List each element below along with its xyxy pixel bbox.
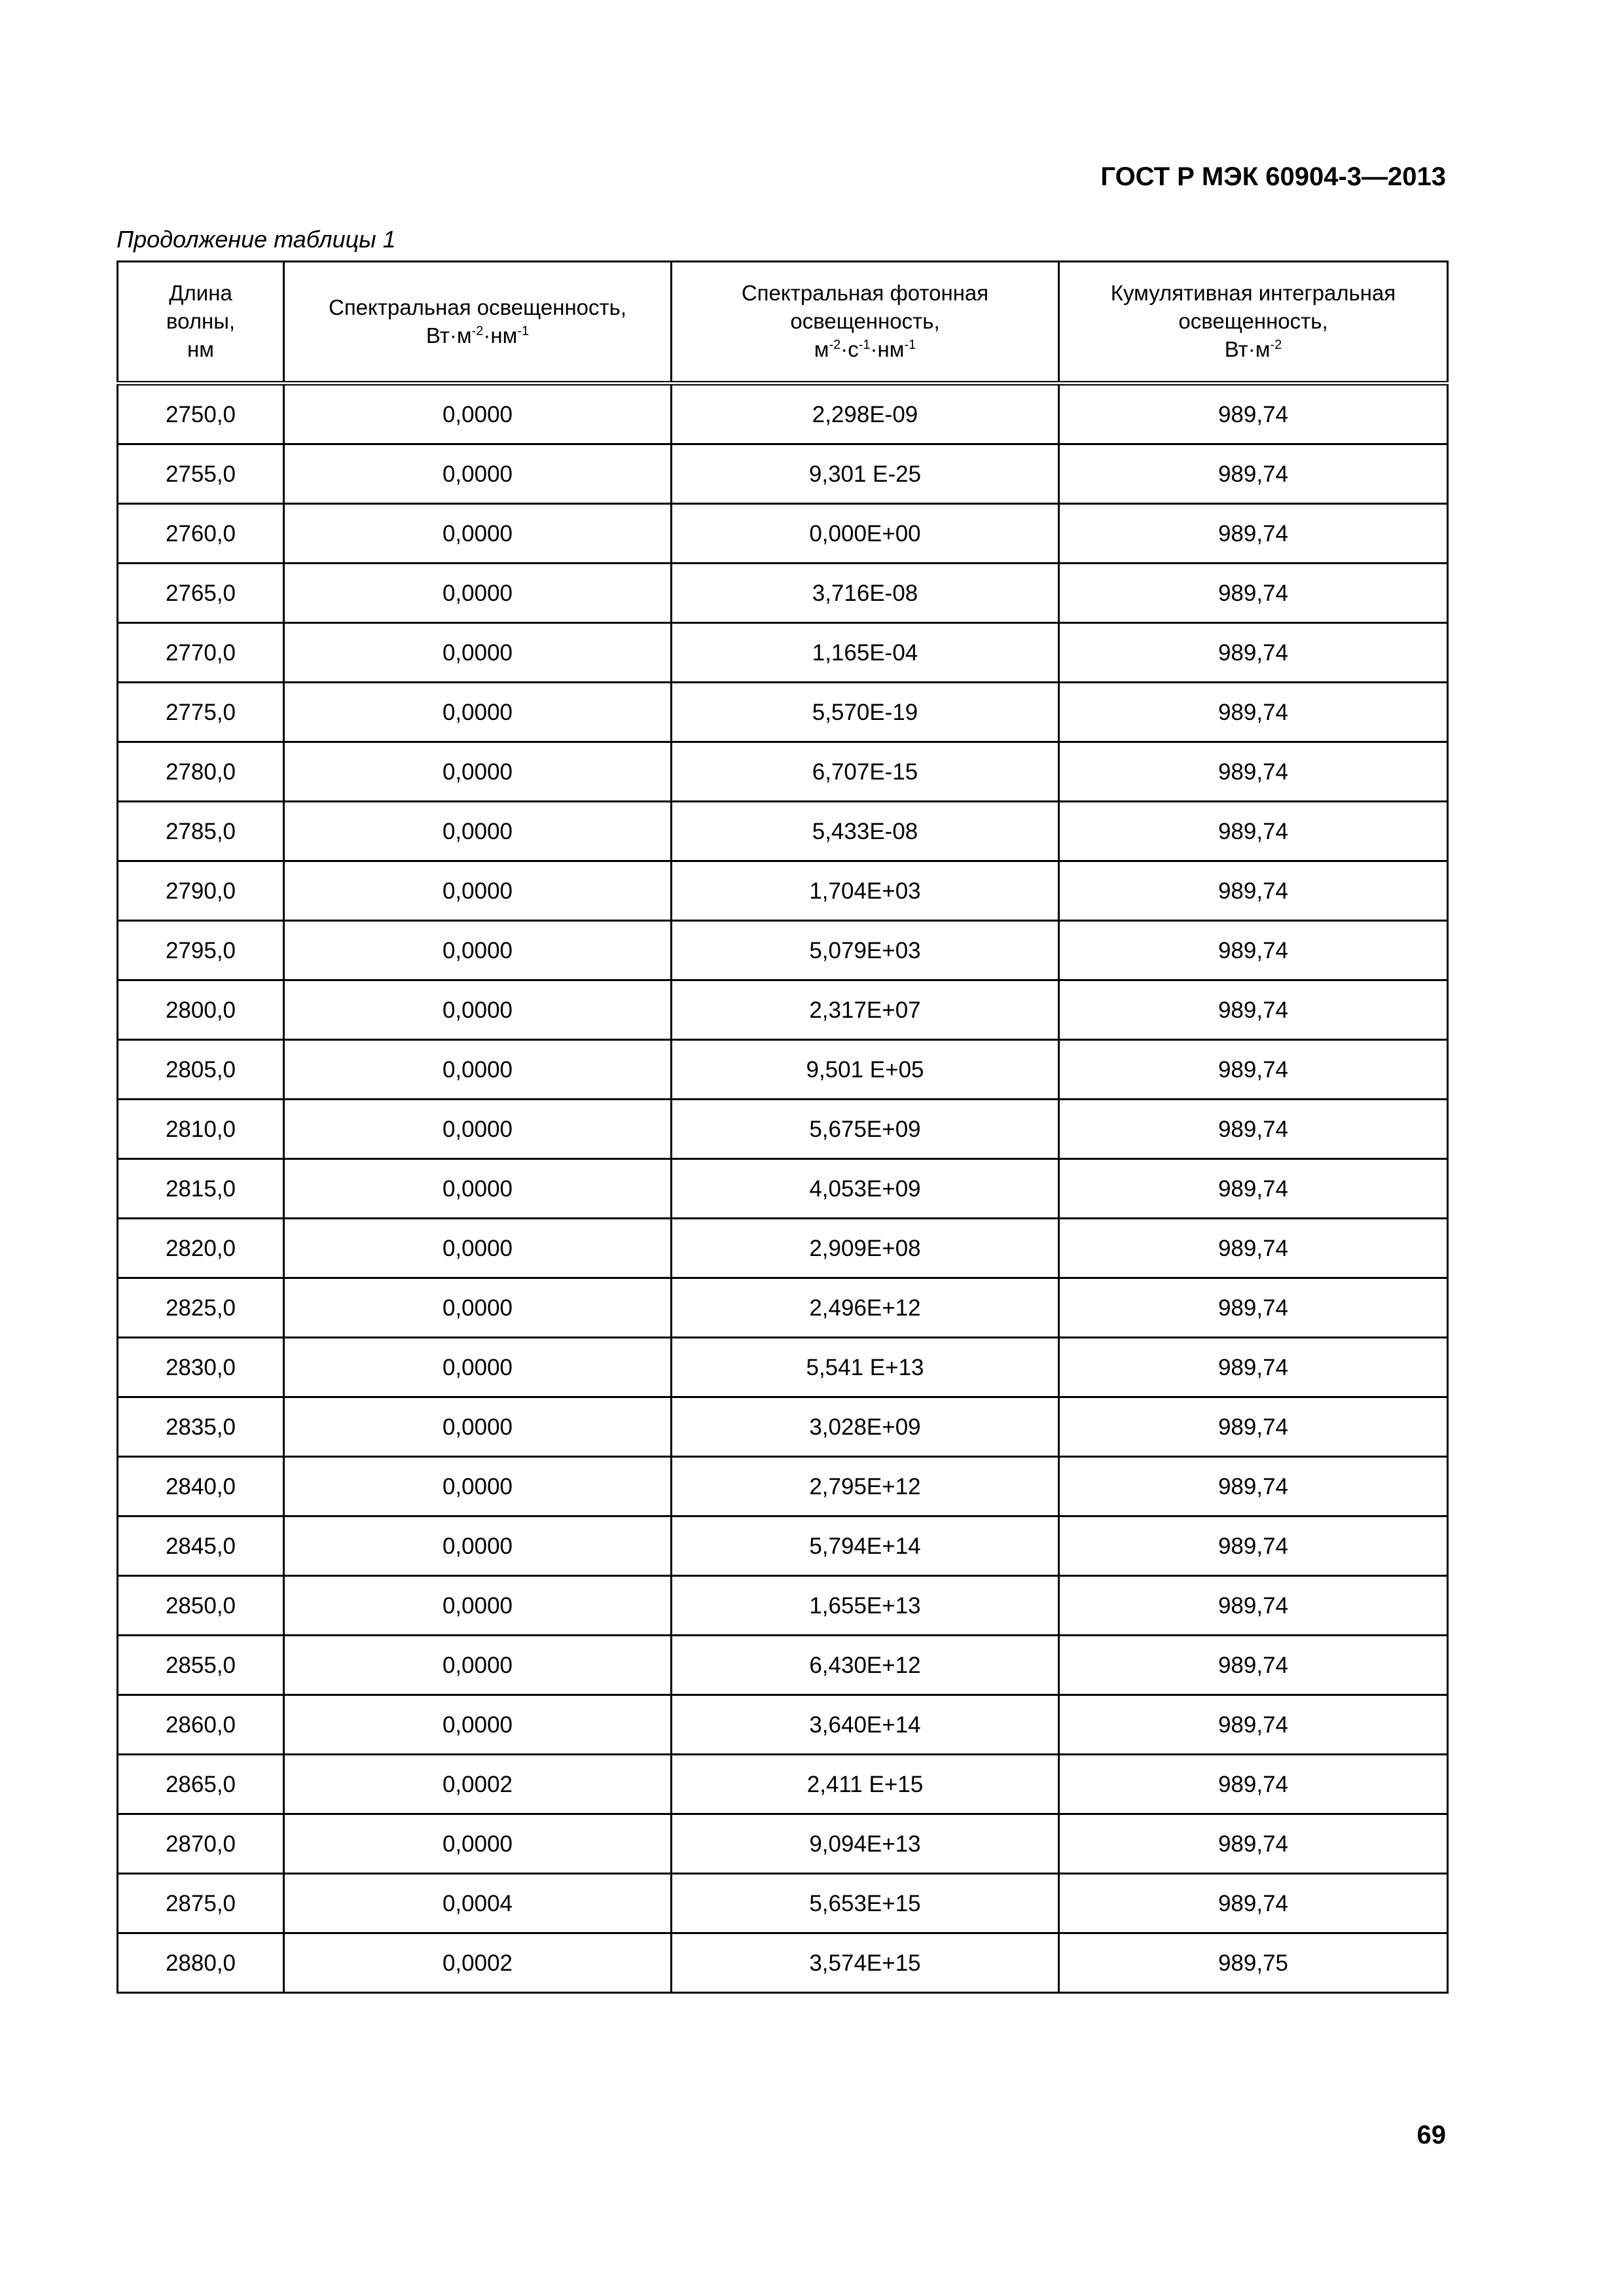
cell-spectral-irradiance: 0,0000 (284, 980, 672, 1040)
cell-cumulative-irradiance: 989,74 (1059, 1755, 1448, 1814)
header-cumulative-irradiance (1059, 262, 1448, 384)
cell-spectral-irradiance: 0,0000 (284, 1397, 672, 1457)
table-row (118, 980, 1448, 1040)
cell-spectral-irradiance: 0,0000 (284, 1040, 672, 1100)
header-wavelength-line3: нм (187, 336, 214, 361)
header-spectral-irradiance-line1: Спектральная освещенность, (328, 295, 627, 319)
cell-photon-irradiance: 3,028E+09 (672, 1397, 1059, 1457)
cell-photon-irradiance: 5,653E+15 (672, 1874, 1059, 1933)
cell-cumulative-irradiance: 989,74 (1059, 623, 1448, 683)
cell-wavelength: 2860,0 (118, 1695, 284, 1755)
cell-spectral-irradiance: 0,0000 (284, 1457, 672, 1516)
cell-cumulative-irradiance: 989,74 (1059, 921, 1448, 980)
cell-wavelength: 2835,0 (118, 1397, 284, 1457)
cell-photon-irradiance: 3,574E+15 (672, 1933, 1059, 1993)
cell-wavelength: 2770,0 (118, 623, 284, 683)
cell-cumulative-irradiance: 989,74 (1059, 384, 1448, 444)
cell-photon-irradiance: 6,430E+12 (672, 1636, 1059, 1695)
cell-wavelength: 2785,0 (118, 802, 284, 861)
cell-spectral-irradiance: 0,0000 (284, 1219, 672, 1278)
cell-photon-irradiance: 2,496E+12 (672, 1278, 1059, 1338)
cell-spectral-irradiance: 0,0002 (284, 1933, 672, 1993)
table-row (118, 1397, 1448, 1457)
cell-photon-irradiance: 5,541 E+13 (672, 1338, 1059, 1397)
cell-photon-irradiance: 5,794E+14 (672, 1516, 1059, 1576)
cell-spectral-irradiance: 0,0000 (284, 802, 672, 861)
cell-wavelength: 2775,0 (118, 683, 284, 742)
cell-cumulative-irradiance: 989,74 (1059, 1397, 1448, 1457)
table-row (118, 1159, 1448, 1219)
cell-cumulative-irradiance: 989,74 (1059, 683, 1448, 742)
table-row (118, 683, 1448, 742)
cell-cumulative-irradiance: 989,74 (1059, 564, 1448, 623)
cell-wavelength: 2875,0 (118, 1874, 284, 1933)
cell-cumulative-irradiance: 989,74 (1059, 1874, 1448, 1933)
cell-cumulative-irradiance: 989,74 (1059, 742, 1448, 802)
table-row (118, 742, 1448, 802)
cell-spectral-irradiance: 0,0004 (284, 1874, 672, 1933)
cell-photon-irradiance: 2,795E+12 (672, 1457, 1059, 1516)
cell-spectral-irradiance: 0,0000 (284, 742, 672, 802)
cell-cumulative-irradiance: 989,74 (1059, 1219, 1448, 1278)
cell-spectral-irradiance: 0,0000 (284, 1278, 672, 1338)
cell-wavelength: 2800,0 (118, 980, 284, 1040)
cell-cumulative-irradiance: 989,74 (1059, 1636, 1448, 1695)
table-caption: Продолжение таблицы 1 (117, 226, 396, 253)
cell-wavelength: 2755,0 (118, 444, 284, 504)
cell-photon-irradiance: 5,675E+09 (672, 1100, 1059, 1159)
cell-wavelength: 2880,0 (118, 1933, 284, 1993)
cell-photon-irradiance: 2,411 E+15 (672, 1755, 1059, 1814)
header-wavelength (118, 262, 284, 384)
cell-wavelength: 2840,0 (118, 1457, 284, 1516)
header-spectral-irradiance-unit: $Вт\cdot м^{-2}\cdot нм^{-1}$ (425, 323, 530, 348)
cell-wavelength: 2820,0 (118, 1219, 284, 1278)
header-wavelength-line2: волны, (166, 309, 236, 334)
table-row (118, 1814, 1448, 1874)
table-row (118, 444, 1448, 504)
table-row (118, 1338, 1448, 1397)
cell-cumulative-irradiance: 989,74 (1059, 802, 1448, 861)
cell-wavelength: 2765,0 (118, 564, 284, 623)
cell-wavelength: 2805,0 (118, 1040, 284, 1100)
table-row (118, 1874, 1448, 1933)
cell-spectral-irradiance: 0,0000 (284, 1576, 672, 1636)
header-spectral-irradiance (284, 262, 672, 384)
cell-spectral-irradiance: 0,0000 (284, 623, 672, 683)
cell-cumulative-irradiance: 989,74 (1059, 444, 1448, 504)
cell-wavelength: 2825,0 (118, 1278, 284, 1338)
cell-spectral-irradiance: 0,0000 (284, 564, 672, 623)
cell-photon-irradiance: 1,704E+03 (672, 861, 1059, 921)
table-row (118, 1695, 1448, 1755)
table-row (118, 1516, 1448, 1576)
cell-cumulative-irradiance: 989,74 (1059, 980, 1448, 1040)
cell-spectral-irradiance: 0,0000 (284, 1636, 672, 1695)
cell-wavelength: 2780,0 (118, 742, 284, 802)
cell-spectral-irradiance: 0,0000 (284, 861, 672, 921)
header-wavelength-line1: Длина (169, 281, 232, 306)
cell-cumulative-irradiance: 989,74 (1059, 1278, 1448, 1338)
table-row (118, 623, 1448, 683)
cell-spectral-irradiance: 0,0000 (284, 444, 672, 504)
cell-cumulative-irradiance: 989,74 (1059, 504, 1448, 564)
cell-spectral-irradiance: 0,0000 (284, 1338, 672, 1397)
cell-spectral-irradiance: 0,0000 (284, 683, 672, 742)
cell-photon-irradiance: 2,317E+07 (672, 980, 1059, 1040)
spectral-data-table (117, 260, 1449, 1994)
cell-photon-irradiance: 2,298E-09 (672, 384, 1059, 444)
cell-wavelength: 2760,0 (118, 504, 284, 564)
cell-photon-irradiance: 1,165E-04 (672, 623, 1059, 683)
page-number: 69 (1416, 2121, 1446, 2149)
table-header-row (118, 262, 1448, 384)
cell-spectral-irradiance: 0,0000 (284, 504, 672, 564)
cell-photon-irradiance: 5,079E+03 (672, 921, 1059, 980)
cell-photon-irradiance: 4,053E+09 (672, 1159, 1059, 1219)
table-row (118, 861, 1448, 921)
table-row (118, 1576, 1448, 1636)
cell-cumulative-irradiance: 989,74 (1059, 1576, 1448, 1636)
table-row (118, 1755, 1448, 1814)
document-code: ГОСТ Р МЭК 60904-3—2013 (1100, 162, 1446, 191)
cell-photon-irradiance: 9,094E+13 (672, 1814, 1059, 1874)
table-row (118, 384, 1448, 444)
cell-photon-irradiance: 1,655E+13 (672, 1576, 1059, 1636)
cell-photon-irradiance: 2,909E+08 (672, 1219, 1059, 1278)
cell-cumulative-irradiance: 989,75 (1059, 1933, 1448, 1993)
table-row (118, 1933, 1448, 1993)
cell-wavelength: 2870,0 (118, 1814, 284, 1874)
cell-cumulative-irradiance: 989,74 (1059, 1100, 1448, 1159)
cell-wavelength: 2855,0 (118, 1636, 284, 1695)
header-cumulative-line1: Кумулятивная интегральная (1110, 281, 1396, 306)
table-row (118, 504, 1448, 564)
cell-photon-irradiance: 3,640E+14 (672, 1695, 1059, 1755)
table-row (118, 1100, 1448, 1159)
cell-spectral-irradiance: 0,0000 (284, 1100, 672, 1159)
header-photon-irradiance (672, 262, 1059, 384)
cell-photon-irradiance: 5,433E-08 (672, 802, 1059, 861)
table-row (118, 1278, 1448, 1338)
cell-photon-irradiance: 9,501 E+05 (672, 1040, 1059, 1100)
cell-spectral-irradiance: 0,0000 (284, 1159, 672, 1219)
cell-spectral-irradiance: 0,0000 (284, 1516, 672, 1576)
cell-wavelength: 2845,0 (118, 1516, 284, 1576)
header-photon-irradiance-line1: Спектральная фотонная (741, 281, 989, 306)
cell-photon-irradiance: 9,301 E-25 (672, 444, 1059, 504)
cell-cumulative-irradiance: 989,74 (1059, 861, 1448, 921)
cell-wavelength: 2815,0 (118, 1159, 284, 1219)
cell-spectral-irradiance: 0,0000 (284, 1814, 672, 1874)
header-cumulative-unit: $Вт\cdot м^{-2}$ (1224, 336, 1282, 361)
cell-wavelength: 2810,0 (118, 1100, 284, 1159)
cell-spectral-irradiance: 0,0000 (284, 1695, 672, 1755)
cell-wavelength: 2795,0 (118, 921, 284, 980)
cell-spectral-irradiance: 0,0002 (284, 1755, 672, 1814)
cell-photon-irradiance: 3,716E-08 (672, 564, 1059, 623)
cell-cumulative-irradiance: 989,74 (1059, 1040, 1448, 1100)
cell-cumulative-irradiance: 989,74 (1059, 1516, 1448, 1576)
table-row (118, 564, 1448, 623)
cell-wavelength: 2865,0 (118, 1755, 284, 1814)
cell-photon-irradiance: 6,707E-15 (672, 742, 1059, 802)
cell-spectral-irradiance: 0,0000 (284, 921, 672, 980)
cell-wavelength: 2850,0 (118, 1576, 284, 1636)
cell-cumulative-irradiance: 989,74 (1059, 1814, 1448, 1874)
header-photon-irradiance-unit: $м^{-2}\cdot с^{-1}\cdot нм^{-1}$ (814, 336, 916, 361)
table-row (118, 802, 1448, 861)
cell-photon-irradiance: 5,570E-19 (672, 683, 1059, 742)
table-row (118, 1219, 1448, 1278)
table-row (118, 921, 1448, 980)
cell-cumulative-irradiance: 989,74 (1059, 1159, 1448, 1219)
table-row (118, 1636, 1448, 1695)
table-row (118, 1040, 1448, 1100)
cell-wavelength: 2750,0 (118, 384, 284, 444)
cell-cumulative-irradiance: 989,74 (1059, 1695, 1448, 1755)
header-photon-irradiance-line2: освещенность, (790, 309, 940, 334)
table-row (118, 1457, 1448, 1516)
cell-cumulative-irradiance: 989,74 (1059, 1457, 1448, 1516)
cell-photon-irradiance: 0,000E+00 (672, 504, 1059, 564)
cell-wavelength: 2790,0 (118, 861, 284, 921)
cell-spectral-irradiance: 0,0000 (284, 384, 672, 444)
cell-wavelength: 2830,0 (118, 1338, 284, 1397)
header-cumulative-line2: освещенность, (1178, 309, 1328, 334)
cell-cumulative-irradiance: 989,74 (1059, 1338, 1448, 1397)
